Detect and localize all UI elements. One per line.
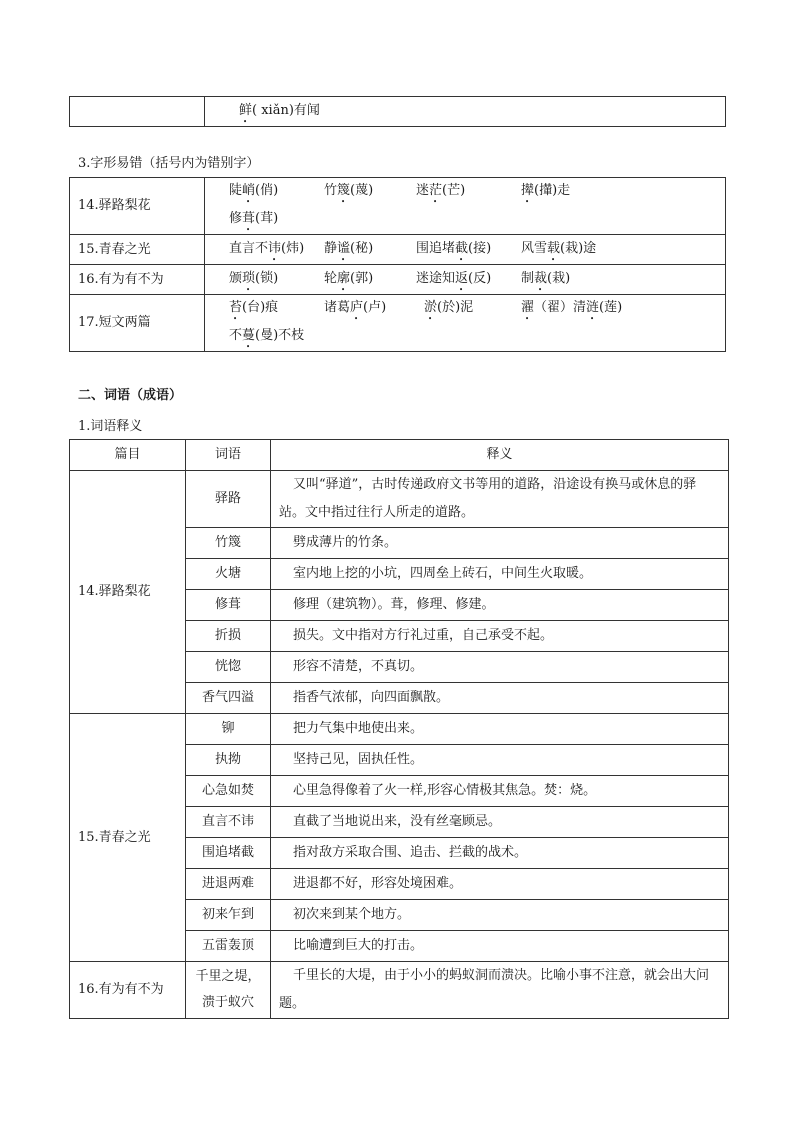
typo-word: 陡峭(俏) [229, 183, 279, 198]
typo-title: 14.驿路梨花 [70, 178, 205, 235]
vocab-definition: 进退都不好，形容处境困难。 [271, 869, 729, 900]
vocab-word: 心急如焚 [186, 776, 271, 807]
table-row [70, 471, 729, 528]
typo-word: 诸葛庐(卢) [324, 300, 387, 315]
typo-title: 15.青春之光 [70, 235, 205, 265]
vocab-word: 驿路 [186, 471, 271, 528]
vocab-definition: 坚持己见，固执任性。 [271, 745, 729, 776]
vocab-definition: 又叫“驿道”，古时传递政府文书等用的道路，沿途设有换马或休息的驿站。文中指过往行人所走的道路。 [271, 471, 729, 528]
typo-word: 濯（翟）清涟(莲) [521, 300, 623, 315]
column-header: 篇目 [70, 440, 186, 471]
table-row [70, 962, 729, 1019]
vocab-word: 初来乍到 [186, 900, 271, 931]
vocab-definition: 指香气浓郁，向四面飘散。 [271, 683, 729, 714]
column-header: 词语 [186, 440, 271, 471]
vocab-word: 千里之堤，溃于蚁穴 [186, 962, 271, 1019]
typo-word: 淤(於)泥 [424, 300, 474, 315]
vocab-heading: 二、词语（成语） [78, 388, 183, 403]
table-row [70, 295, 726, 352]
table-row [70, 714, 729, 745]
vocab-definition: 指对敌方采取合围、追击、拦截的战术。 [271, 838, 729, 869]
typo-heading: 3.字形易错（括号内为错别字） [78, 156, 260, 171]
section-title: 14.驿路梨花 [70, 471, 186, 714]
typo-word: 风雪载(栽)途 [521, 241, 597, 256]
column-header: 释义 [271, 440, 729, 471]
section-title: 15.青春之光 [70, 714, 186, 962]
vocab-word: 火塘 [186, 559, 271, 590]
vocab-table [69, 439, 729, 1019]
typo-word: 颁琐(锁) [229, 271, 279, 286]
table-row [70, 97, 726, 127]
typo-words [205, 265, 726, 295]
vocab-word: 五雷轰顶 [186, 931, 271, 962]
table-row [70, 235, 726, 265]
table-row [70, 178, 726, 235]
vocab-word: 恍惚 [186, 652, 271, 683]
typo-table [69, 177, 726, 352]
vocab-definition: 损失。文中指对方行礼过重，自己承受不起。 [271, 621, 729, 652]
idiom-rest: ( xiǎn)有闻 [252, 103, 320, 118]
vocab-word: 围追堵截 [186, 838, 271, 869]
vocab-definition: 室内地上挖的小坑，四周垒上砖石，中间生火取暖。 [271, 559, 729, 590]
vocab-definition: 修理（建筑物）。葺，修理、修建。 [271, 590, 729, 621]
typo-title: 17.短文两篇 [70, 295, 205, 352]
typo-word: 围追堵截(接) [416, 241, 492, 256]
typo-words [205, 178, 726, 235]
typo-word: 竹篾(蔑) [324, 183, 374, 198]
emphasized-char: 鲜 [239, 103, 253, 118]
typo-word: 迷茫(芒) [416, 183, 466, 198]
vocab-definition: 劈成薄片的竹条。 [271, 528, 729, 559]
vocab-word: 修葺 [186, 590, 271, 621]
section-title: 16.有为有不为 [70, 962, 186, 1019]
vocab-definition: 心里急得像着了火一样,形容心情极其焦急。焚：烧。 [271, 776, 729, 807]
vocab-word: 执拗 [186, 745, 271, 776]
vocab-word: 进退两难 [186, 869, 271, 900]
typo-word: 轮廓(郭) [324, 271, 374, 286]
typo-word: 苔(台)痕 [229, 300, 279, 315]
typo-words [205, 295, 726, 352]
words-subheading: 1.词语释义 [78, 419, 143, 434]
vocab-definition: 千里长的大堤，由于小小的蚂蚁洞而溃决。比喻小事不注意，就会出大问题。 [271, 962, 729, 1019]
vocab-definition: 初次来到某个地方。 [271, 900, 729, 931]
vocab-definition: 形容不清楚，不真切。 [271, 652, 729, 683]
typo-word: 直言不讳(炜) [229, 241, 305, 256]
vocab-word: 折损 [186, 621, 271, 652]
empty-cell [70, 97, 205, 127]
typo-word: 静谧(秘) [324, 241, 374, 256]
vocab-word: 香气四溢 [186, 683, 271, 714]
vocab-word: 直言不讳 [186, 807, 271, 838]
vocab-word: 竹篾 [186, 528, 271, 559]
vocab-definition: 直截了当地说出来，没有丝毫顾忌。 [271, 807, 729, 838]
typo-words [205, 235, 726, 265]
top-continuation-table [69, 96, 726, 127]
typo-word: 撵(攆)走 [521, 183, 571, 198]
typo-word: 不蔓(曼)不枝 [229, 328, 305, 343]
typo-word: 修葺(茸) [229, 211, 279, 226]
typo-title: 16.有为有不为 [70, 265, 205, 295]
table-header-row [70, 440, 729, 471]
idiom-cell [205, 97, 726, 127]
typo-word: 迷途知返(反) [416, 271, 492, 286]
vocab-definition: 把力气集中地使出来。 [271, 714, 729, 745]
vocab-word: 铆 [186, 714, 271, 745]
table-row [70, 265, 726, 295]
typo-word: 制裁(栽) [521, 271, 571, 286]
vocab-definition: 比喻遭到巨大的打击。 [271, 931, 729, 962]
